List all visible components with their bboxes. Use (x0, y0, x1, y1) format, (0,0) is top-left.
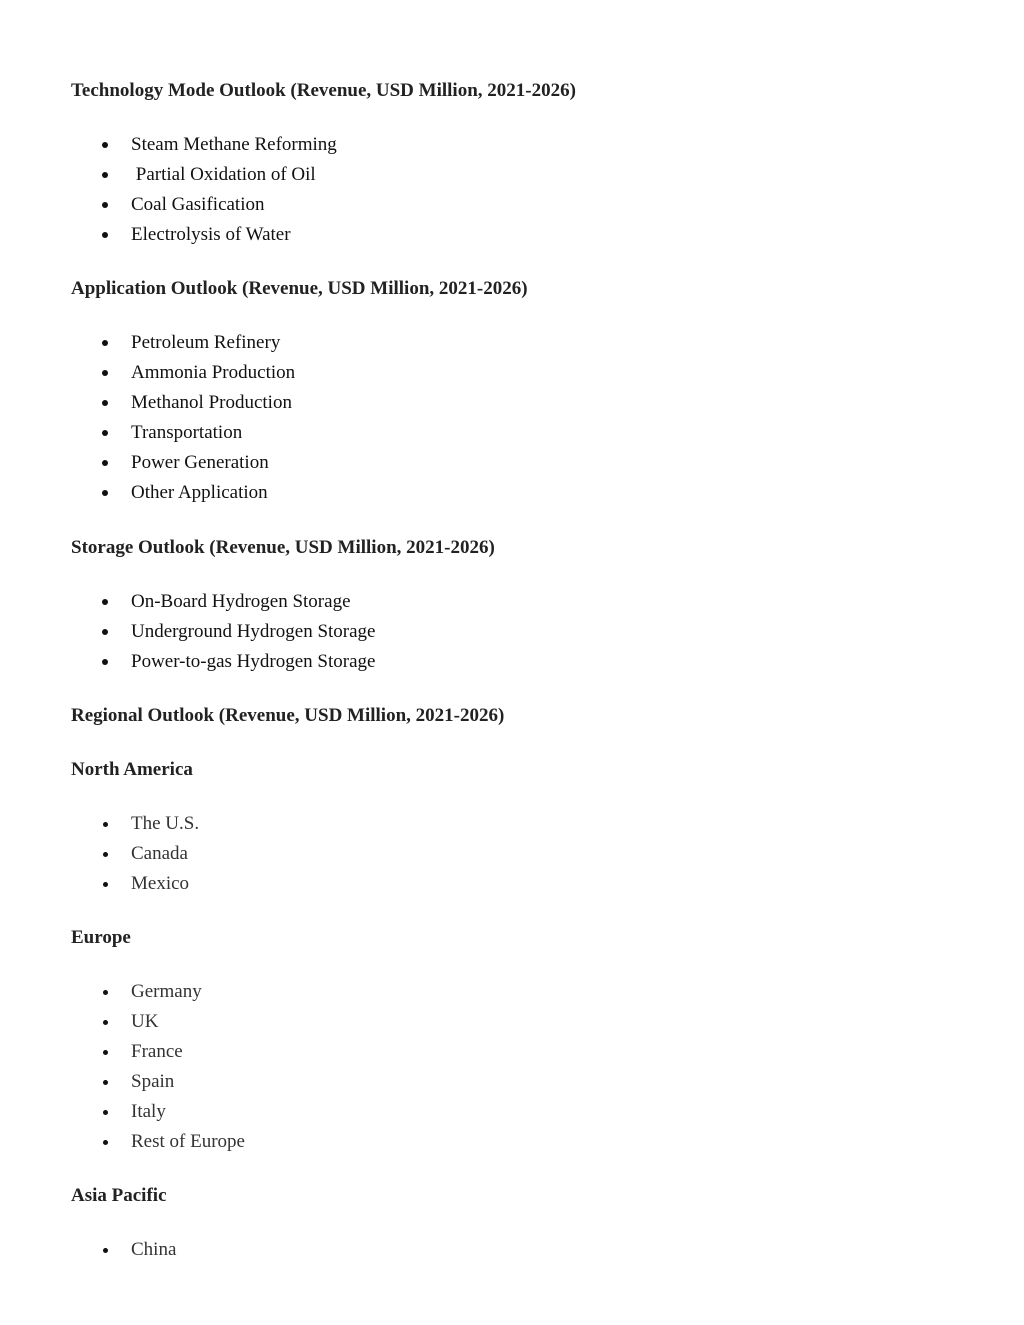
list-item-text: UK (131, 1011, 159, 1033)
list-item-text: Ammonia Production (131, 362, 296, 384)
list-item-text: Electrolysis of Water (131, 224, 291, 246)
bullet-icon (102, 629, 108, 635)
application-heading: Application Outlook (Revenue, USD Million, 2021-2026) (71, 278, 528, 299)
bullet-icon (103, 1080, 108, 1085)
list-item-text: Canada (131, 843, 188, 865)
list-item-text: Germany (131, 981, 202, 1002)
bullet-icon (102, 659, 108, 665)
storage-heading: Storage Outlook (Revenue, USD Million, 2021-2026) (71, 537, 495, 558)
bullet-icon (103, 1248, 108, 1253)
list-item-text: Power Generation (131, 452, 269, 474)
bullet-icon (102, 599, 108, 605)
list-item-text: Spain (131, 1071, 175, 1093)
regional-heading: Regional Outlook (Revenue, USD Million, 2021-2026) (71, 705, 505, 726)
bullet-icon (103, 882, 108, 887)
bullet-icon (103, 852, 108, 857)
list-item-text: Petroleum Refinery (131, 332, 281, 353)
list-item-text: Italy (131, 1101, 166, 1123)
bullet-icon (103, 1050, 108, 1055)
list-item-text: China (131, 1239, 177, 1260)
list-item-text: Mexico (131, 873, 190, 895)
bullet-icon (103, 822, 108, 827)
bullet-icon (102, 400, 108, 406)
list-item-text: Power-to-gas Hydrogen Storage (131, 651, 376, 673)
bullet-icon (102, 232, 108, 238)
bullet-icon (103, 1140, 108, 1145)
region-asia-pacific-heading: Asia Pacific (71, 1185, 167, 1206)
bullet-icon (102, 370, 108, 376)
region-north-america-heading: North America (71, 759, 193, 780)
list-item-text: Underground Hydrogen Storage (131, 621, 376, 643)
list-item-text: Partial Oxidation of Oil (131, 164, 316, 186)
list-item-text: On-Board Hydrogen Storage (131, 591, 351, 612)
list-item-text: Other Application (131, 482, 268, 504)
bullet-icon (103, 1020, 108, 1025)
technology-mode-heading: Technology Mode Outlook (Revenue, USD Million, 2021-2026) (71, 80, 576, 101)
list-item-text: France (131, 1041, 183, 1063)
bullet-icon (102, 202, 108, 208)
bullet-icon (102, 340, 108, 346)
bullet-icon (102, 172, 108, 178)
bullet-icon (102, 460, 108, 466)
bullet-icon (102, 490, 108, 496)
bullet-icon (102, 142, 108, 148)
list-item-text: Rest of Europe (131, 1131, 245, 1153)
bullet-icon (103, 990, 108, 995)
bullet-icon (102, 430, 108, 436)
list-item-text: The U.S. (131, 813, 200, 834)
list-item-text: Coal Gasification (131, 194, 265, 216)
list-item-text: Steam Methane Reforming (131, 134, 337, 155)
bullet-icon (103, 1110, 108, 1115)
region-europe-heading: Europe (71, 927, 131, 948)
list-item-text: Transportation (131, 422, 243, 444)
list-item-text: Methanol Production (131, 392, 292, 414)
